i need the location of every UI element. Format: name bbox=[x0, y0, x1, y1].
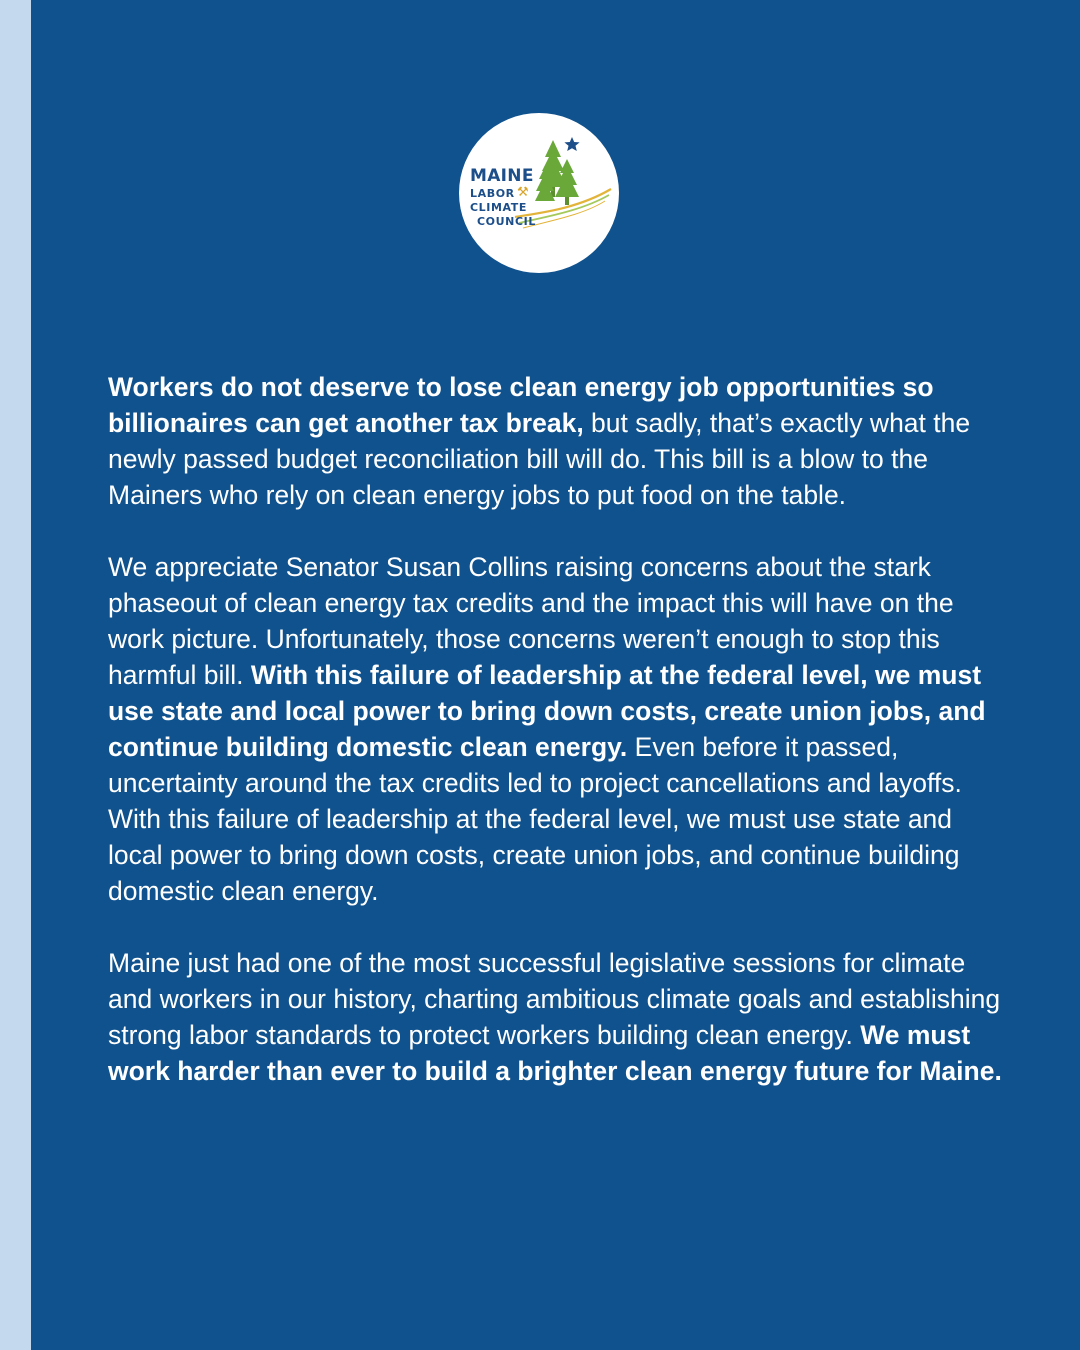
wrench-hammer-icon: ⚒ bbox=[517, 185, 529, 200]
paragraph-1-text: but sadly, that’s exactly what the newly passed budget reconciliation bill will do. This bill is a blow to the Mainers who rely on clean energy jobs to put food on the table. bbox=[108, 408, 971, 510]
logo-word-climate: CLIMATE bbox=[470, 201, 527, 214]
star-icon bbox=[564, 137, 579, 151]
maine-labor-climate-council-logo bbox=[459, 113, 619, 273]
paragraph-3 bbox=[108, 945, 1008, 1089]
paragraph-2-bold-call: With this failure of leadership at the federal level, we must use state and local power to bring down costs, create union jobs, and continue building domestic clean energy. bbox=[108, 660, 986, 762]
paragraph-2-text-intro: We appreciate Senator Susan Collins raising concerns about the stark phaseout of clean energy tax credits and the impact this will have on the work picture. Unfortunately, those concerns weren’t enough to stop this harmful bill. bbox=[108, 552, 954, 690]
paragraph-2 bbox=[108, 549, 1008, 909]
logo-word-council: COUNCIL bbox=[477, 215, 536, 228]
paragraph-3-text: Maine just had one of the most successful legislative sessions for climate and workers in our history, charting ambitious climate goals and establishing strong labor standards to protect workers building clean energy. bbox=[108, 948, 1001, 1050]
paragraph-3-bold-closing: We must work harder than ever to build a brighter clean energy future for Maine. bbox=[108, 1020, 1002, 1086]
paragraph-1-bold-lead: Workers do not deserve to lose clean energy job opportunities so billionaires can get another tax break, bbox=[108, 372, 934, 438]
paragraph-1 bbox=[108, 369, 1008, 513]
statement-body bbox=[108, 369, 1008, 1125]
logo-word-maine: MAINE bbox=[470, 166, 534, 186]
paragraph-2-text-outro: Even before it passed, uncertainty around the tax credits led to project cancellations and layoffs. With this failure of leadership at the federal level, we must use state and local power to bring down costs, create union jobs, and continue building domestic clean energy. bbox=[108, 732, 962, 906]
left-accent-stripe bbox=[0, 0, 31, 1350]
pine-trees-icon bbox=[535, 140, 579, 205]
logo-word-labor: LABOR bbox=[470, 187, 515, 200]
